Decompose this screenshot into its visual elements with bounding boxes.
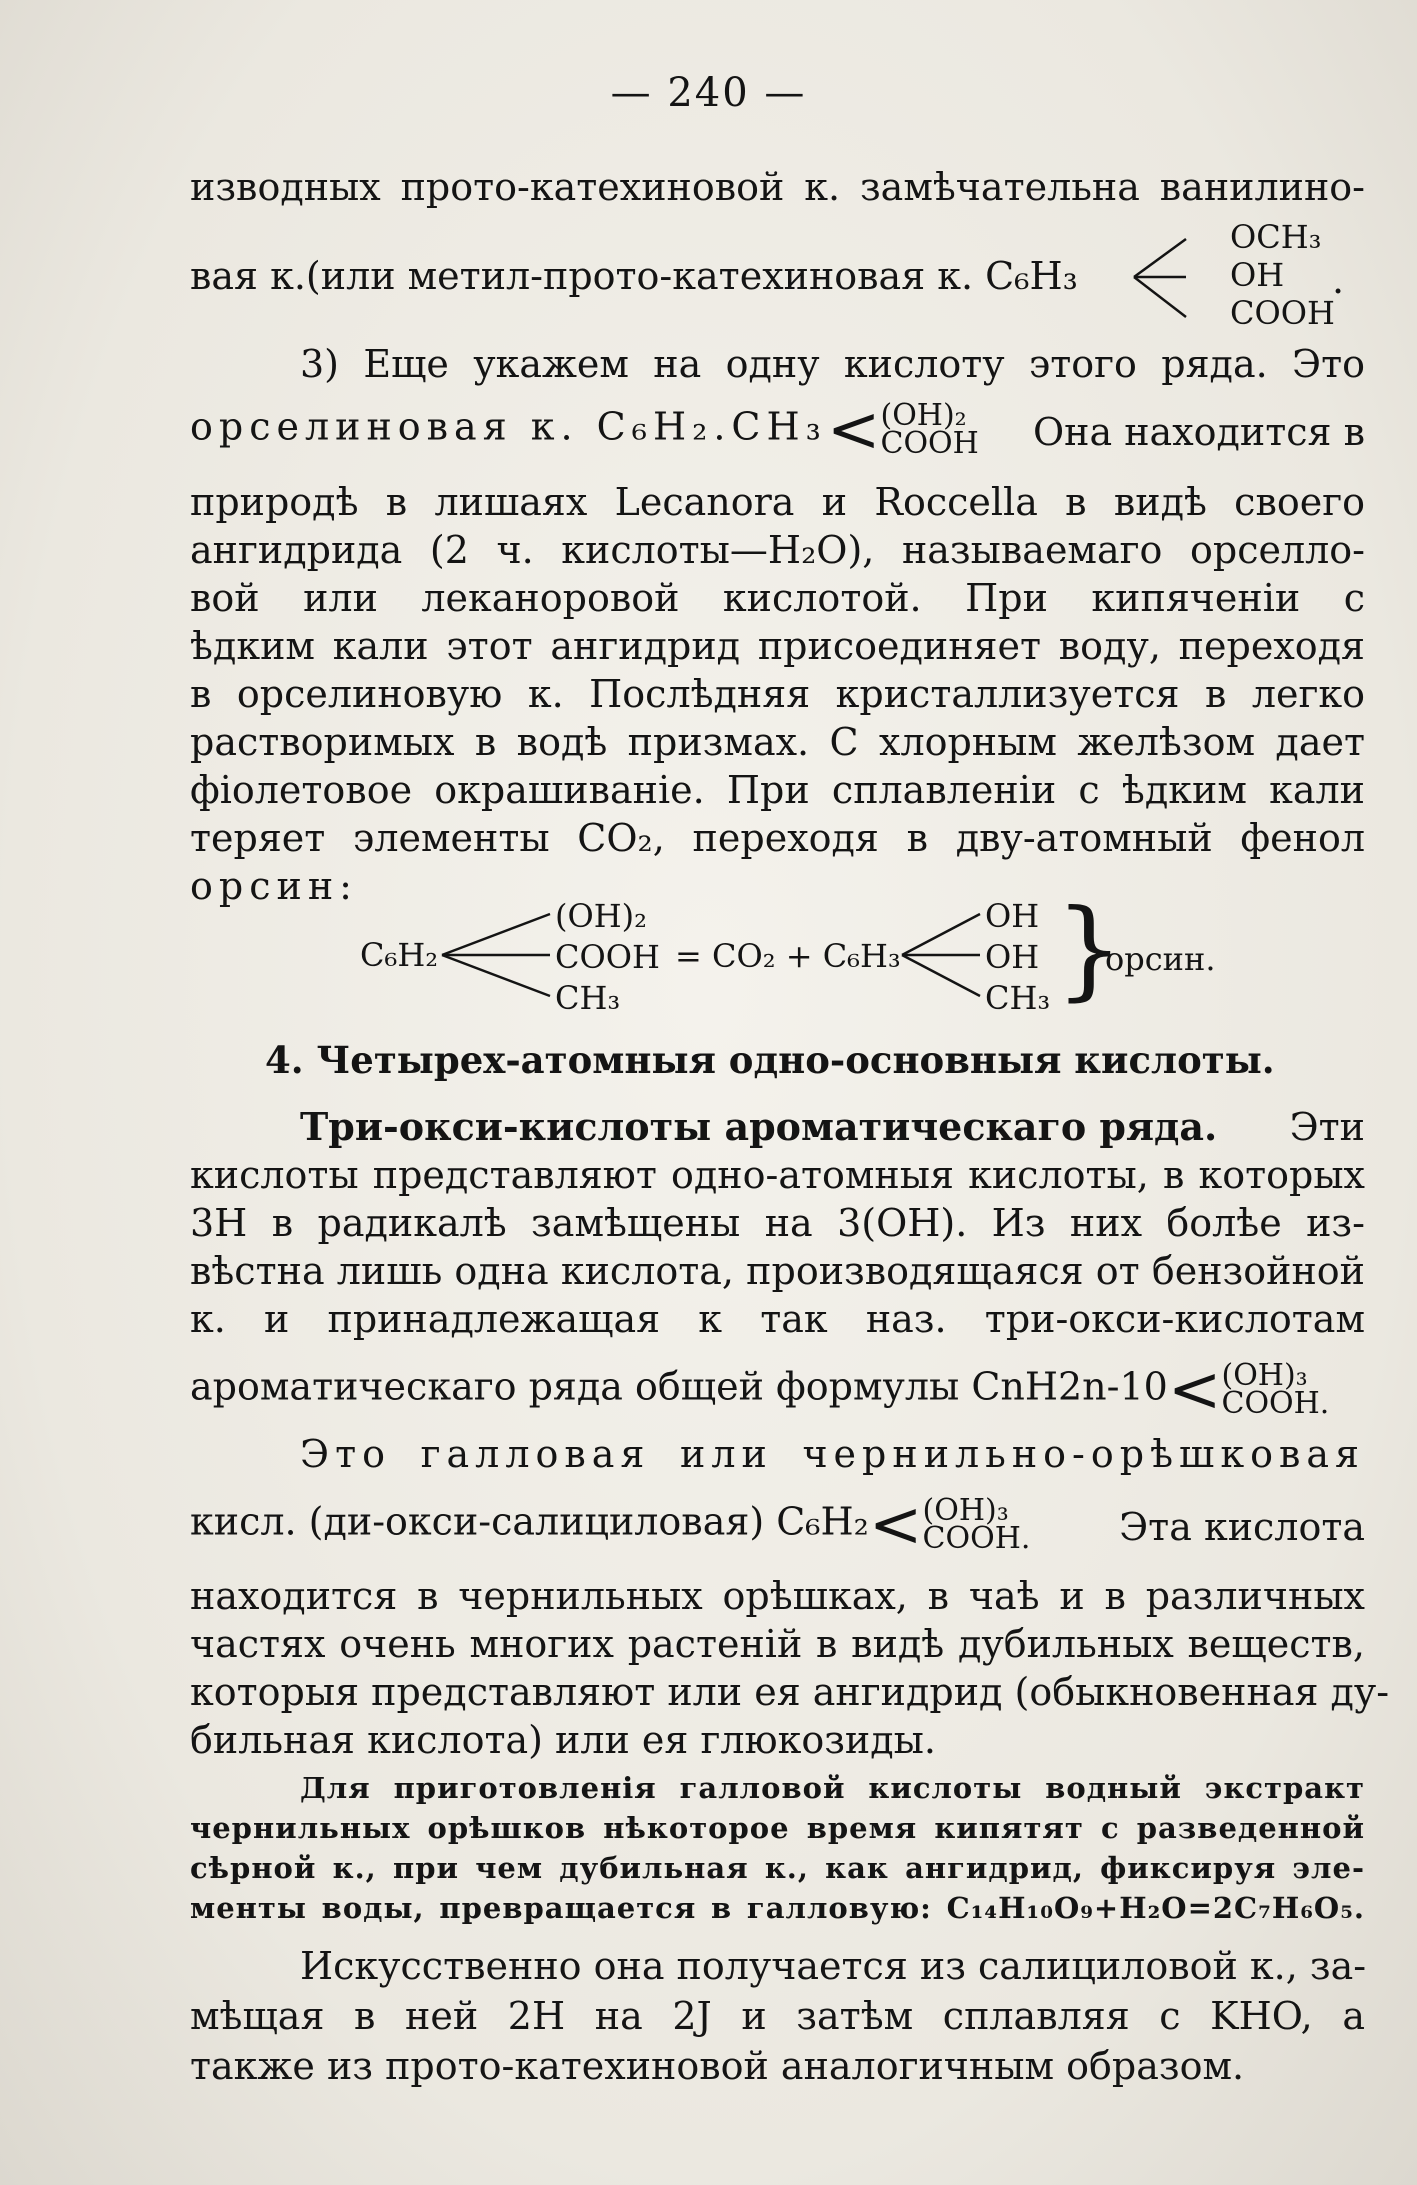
- text-line-subheading: [300, 1103, 1365, 1151]
- branch-lines: [438, 900, 558, 1010]
- note-line: сѣрной к., при чем дубильная к., как ангидрид, фиксируя эле-: [190, 1851, 1365, 1885]
- text-fragment: вая к.(или метил-прото-катехиновая к. C₆H₃: [190, 254, 1078, 298]
- equation-groups: [555, 896, 660, 1019]
- text-line: вой или леканоровой кислотой. При кипяченіи с: [190, 576, 1365, 620]
- text-line: бильная кислота) или ея глюкозиды.: [190, 1718, 936, 1762]
- equation-label: орсин.: [1105, 940, 1216, 978]
- branch-lines: [898, 900, 988, 1010]
- text-line-formula: [190, 1488, 1365, 1562]
- text-line: фіолетовое окрашиваніе. При сплавленіи с ѣдким кали: [190, 768, 1365, 812]
- section-heading: 4. Четырех-атомныя одно-основныя кислоты.: [265, 1038, 1275, 1082]
- text-line: орсин:: [190, 864, 358, 908]
- formula-stack: [1221, 1358, 1330, 1421]
- page-number: — 240 —: [610, 70, 807, 116]
- formula-group: OH: [985, 897, 1040, 935]
- formula-group: OH: [1230, 256, 1285, 294]
- text-line: находится в чернильных орѣшках, в чаѣ и в различных: [190, 1574, 1365, 1618]
- formula-group: (OH)₂: [555, 897, 647, 935]
- formula-group: COOH.: [922, 1521, 1031, 1556]
- formula-stack: [880, 398, 979, 461]
- text-fragment: .: [1332, 258, 1345, 302]
- text-line: частях очень многих растеній в видѣ дубильных веществ,: [190, 1622, 1365, 1666]
- text-line: природѣ в лишаях Lecanora и Roccella в видѣ своего: [190, 480, 1365, 524]
- text-fragment: ароматическаго ряда общей формулы CnH2n-10: [190, 1364, 1168, 1409]
- formula-group: COOH: [555, 938, 660, 976]
- text-line: к. и принадлежащая к так наз. три-окси-кислотам: [190, 1297, 1365, 1341]
- text-line: вѣстна лишь одна кислота, производящаяся от бензойной: [190, 1249, 1365, 1293]
- text-line: изводных прото-катехиновой к. замѣчательна ванилино-: [190, 165, 1365, 209]
- text-fragment: Эти: [1289, 1105, 1365, 1149]
- text-fragment: орселиновая к. C₆H₂.CH₃: [190, 404, 827, 449]
- note-line: менты воды, превращается в галловую: C₁₄H₁₀O₉+H₂O=2C₇H₆O₅.: [190, 1891, 1365, 1925]
- text-line-formula: [190, 393, 1365, 467]
- formula-group: OH: [985, 938, 1040, 976]
- text-line: 3) Еще укажем на одну кислоту этого ряда. Это: [300, 342, 1365, 386]
- formula-groups: [1230, 218, 1335, 332]
- formula-group: COOH.: [1221, 1386, 1330, 1421]
- text-line: которыя представляют или ея ангидрид (обыкновенная ду-: [190, 1670, 1390, 1714]
- note-line: Для приготовленія галловой кислоты водный экстракт: [300, 1771, 1365, 1805]
- text-line: Это галловая или чернильно-орѣшковая: [300, 1432, 1365, 1476]
- text-line: растворимых в водѣ призмах. С хлорным желѣзом дает: [190, 720, 1365, 764]
- text-line: мѣщая в ней 2H на 2J и затѣм сплавляя с KHO, а: [190, 1994, 1365, 2038]
- angle-bracket: <: [868, 1488, 923, 1562]
- text-line-formula: [190, 1353, 1365, 1427]
- formula-group: COOH: [880, 426, 979, 461]
- formula-group: (OH)₃: [922, 1493, 1009, 1528]
- formula-group: CH₃: [985, 979, 1051, 1017]
- branch-lines: [1130, 225, 1190, 335]
- curly-brace: }: [1055, 887, 1124, 1012]
- angle-bracket: <: [826, 393, 881, 467]
- angle-bracket: <: [1167, 1353, 1222, 1427]
- text-line: 3H в радикалѣ замѣщены на 3(OH). Из них болѣе из-: [190, 1201, 1365, 1245]
- formula-group: (OH)₂: [880, 398, 967, 433]
- formula-stack: [922, 1493, 1031, 1556]
- subheading: Три-окси-кислоты ароматическаго ряда.: [300, 1104, 1218, 1149]
- formula-group: CH₃: [555, 979, 621, 1017]
- text-fragment: Она находится в: [1033, 410, 1365, 454]
- note-line: чернильных орѣшков нѣкоторое время кипятят с разведенной: [190, 1811, 1365, 1845]
- text-line: теряет элементы CO₂, переходя в дву-атомный фенол: [190, 816, 1365, 860]
- text-line: в орселиновую к. Послѣдняя кристаллизуется в легко: [190, 672, 1365, 716]
- text-fragment: Эта кислота: [1119, 1505, 1365, 1549]
- formula-group: (OH)₃: [1221, 1358, 1308, 1393]
- text-line: кислоты представляют одно-атомныя кислоты, в которых: [190, 1153, 1365, 1197]
- text-fragment: кисл. (ди-окси-салициловая) C₆H₂: [190, 1499, 869, 1544]
- formula-group: OCH₃: [1230, 218, 1322, 256]
- text-line: ѣдким кали этот ангидрид присоединяет воду, переходя: [190, 624, 1365, 668]
- equation-middle: = CO₂ + C₆H₃: [675, 937, 901, 975]
- text-line: ангидрида (2 ч. кислоты—H₂O), называемаго орселло-: [190, 528, 1365, 572]
- text-line: Искусственно она получается из салициловой к., за-: [300, 1944, 1367, 1988]
- equation-right-groups: [985, 896, 1050, 1019]
- text-line: также из прото-катехиновой аналогичным образом.: [190, 2044, 1245, 2088]
- equation-left: C₆H₂: [360, 936, 439, 974]
- formula-group: COOH: [1230, 294, 1335, 332]
